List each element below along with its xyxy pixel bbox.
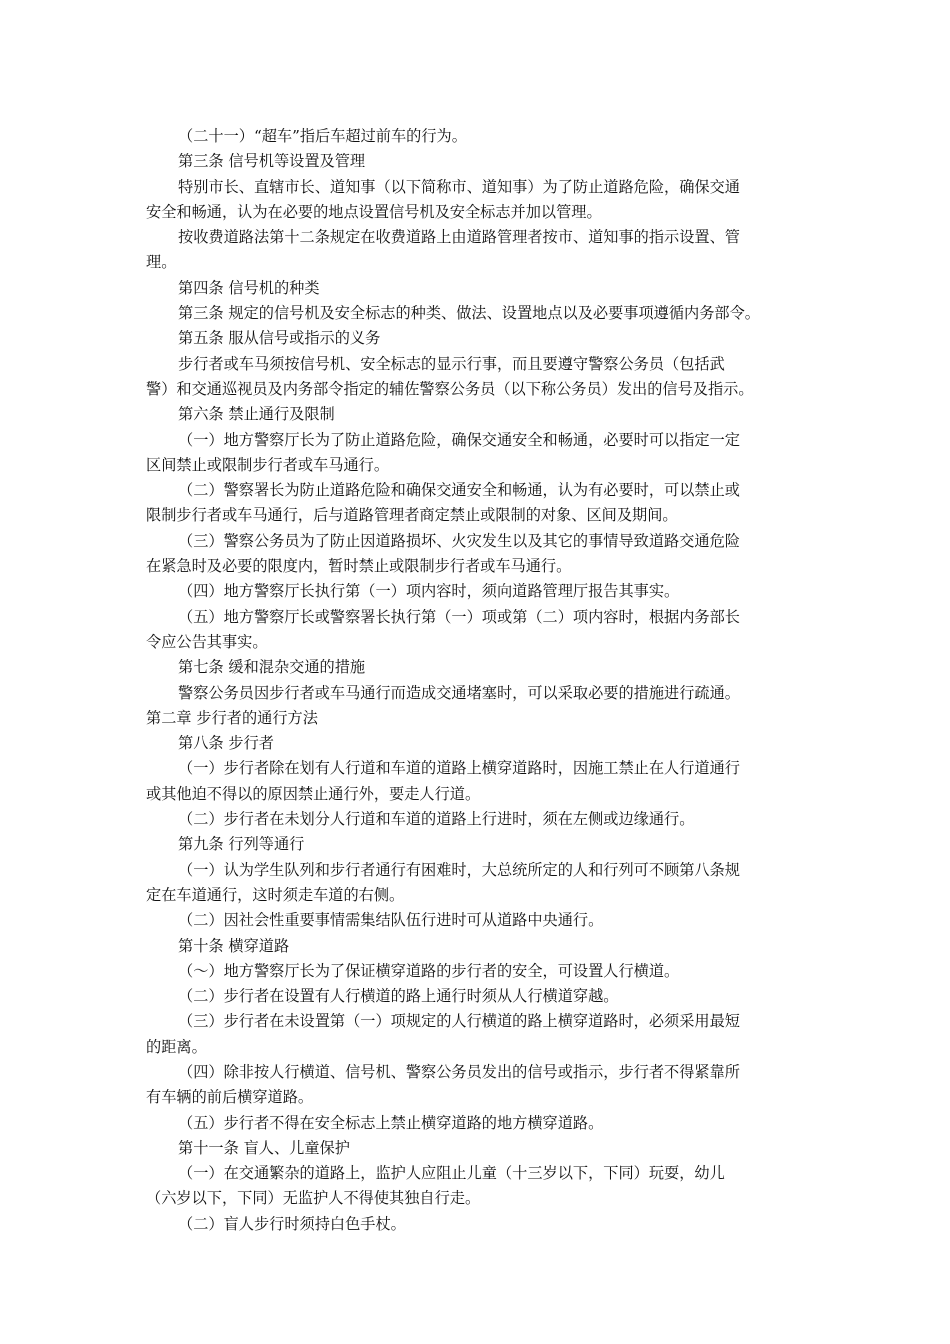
text-line: 按收费道路法第十二条规定在收费道路上由道路管理者按市、道知事的指示设置、管: [178, 228, 740, 247]
text-line: 第十一条 盲人、儿童保护: [178, 1138, 350, 1157]
text-line: （四）除非按人行横道、信号机、警察公务员发出的信号或指示，步行者不得紧靠所: [178, 1062, 740, 1081]
text-line: 警察公务员因步行者或车马通行而造成交通堵塞时，可以采取必要的措施进行疏通。: [178, 683, 740, 702]
text-line: （四）地方警察厅长执行第（一）项内容时，须向道路管理厅报告其事实。: [178, 582, 680, 601]
text-line: （一）认为学生队列和步行者通行有困难时，大总统所定的人和行列可不顾第八条规: [178, 860, 740, 879]
text-line: 有车辆的前后横穿道路。: [146, 1088, 314, 1107]
text-line: （五）地方警察厅长或警察署长执行第（一）项或第（二）项内容时，根据内务部长: [178, 607, 740, 626]
text-line: 第二章 步行者的通行方法: [146, 708, 318, 727]
text-line: 特别市长、直辖市长、道知事（以下简称市、道知事）为了防止道路危险，确保交通: [178, 177, 740, 196]
text-line: （三）步行者在未设置第（一）项规定的人行横道的路上横穿道路时，必须采用最短: [178, 1012, 740, 1031]
text-line: （六岁以下，下同）无监护人不得使其独自行走。: [146, 1189, 481, 1208]
text-line: 警）和交通巡视员及内务部令指定的辅佐警察公务员（以下称公务员）发出的信号及指示。: [146, 379, 754, 398]
text-line: 第三条 信号机等设置及管理: [178, 152, 366, 171]
text-line: 第三条 规定的信号机及安全标志的种类、做法、设置地点以及必要事项遵循内务部令。: [178, 304, 760, 323]
text-line: 或其他迫不得以的原因禁止通行外，要走人行道。: [146, 784, 481, 803]
text-line: （二）步行者在未划分人行道和车道的道路上行进时，须在左侧或边缘通行。: [178, 810, 695, 829]
text-line: 在紧急时及必要的限度内，暂时禁止或限制步行者或车马通行。: [146, 557, 572, 576]
text-line: （～）地方警察厅长为了保证横穿道路的步行者的安全，可设置人行横道。: [178, 961, 680, 980]
text-line: （一）地方警察厅长为了防止道路危险，确保交通安全和畅通，必要时可以指定一定: [178, 430, 740, 449]
text-line: （五）步行者不得在安全标志上禁止横穿道路的地方横穿道路。: [178, 1113, 604, 1132]
text-line: 第九条 行列等通行: [178, 835, 305, 854]
text-line: 第七条 缓和混杂交通的措施: [178, 658, 366, 677]
text-line: 第八条 步行者: [178, 734, 274, 753]
text-line: 限制步行者或车马通行，后与道路管理者商定禁止或限制的对象、区间及期间。: [146, 506, 678, 525]
text-line: （二）因社会性重要事情需集结队伍行进时可从道路中央通行。: [178, 911, 604, 930]
text-line: （一）步行者除在划有人行道和车道的道路上横穿道路时，因施工禁止在人行道通行: [178, 759, 740, 778]
text-line: 令应公告其事实。: [146, 632, 268, 651]
text-line: 第六条 禁止通行及限制: [178, 405, 335, 424]
text-line: 步行者或车马须按信号机、安全标志的显示行事，而且要遵守警察公务员（包括武: [178, 354, 725, 373]
text-line: （二十一）“超车”指后车超过前车的行为。: [178, 127, 467, 145]
text-line: 定在车道通行，这时须走车道的右侧。: [146, 885, 405, 904]
text-line: （一）在交通繁杂的道路上，监护人应阻止儿童（十三岁以下，下同）玩耍，幼儿: [178, 1164, 725, 1183]
text-line: 区间禁止或限制步行者或车马通行。: [146, 455, 389, 474]
text-line: 的距离。: [146, 1037, 207, 1056]
text-line: 安全和畅通，认为在必要的地点设置信号机及安全标志并加以管理。: [146, 202, 602, 221]
text-line: 第五条 服从信号或指示的义务: [178, 329, 381, 348]
text-line: （二）步行者在设置有人行横道的路上通行时须从人行横道穿越。: [178, 987, 619, 1006]
text-line: （二）警察署长为防止道路危险和确保交通安全和畅通，认为有必要时，可以禁止或: [178, 481, 740, 500]
text-line: （三）警察公务员为了防止因道路损坏、火灾发生以及其它的事情导致道路交通危险: [178, 531, 740, 550]
document-body: [146, 124, 826, 1237]
text-line: （二）盲人步行时须持白色手杖。: [178, 1214, 406, 1233]
text-line: 理。: [146, 253, 177, 272]
text-line: 第十条 横穿道路: [178, 936, 290, 955]
text-line: 第四条 信号机的种类: [178, 278, 320, 297]
